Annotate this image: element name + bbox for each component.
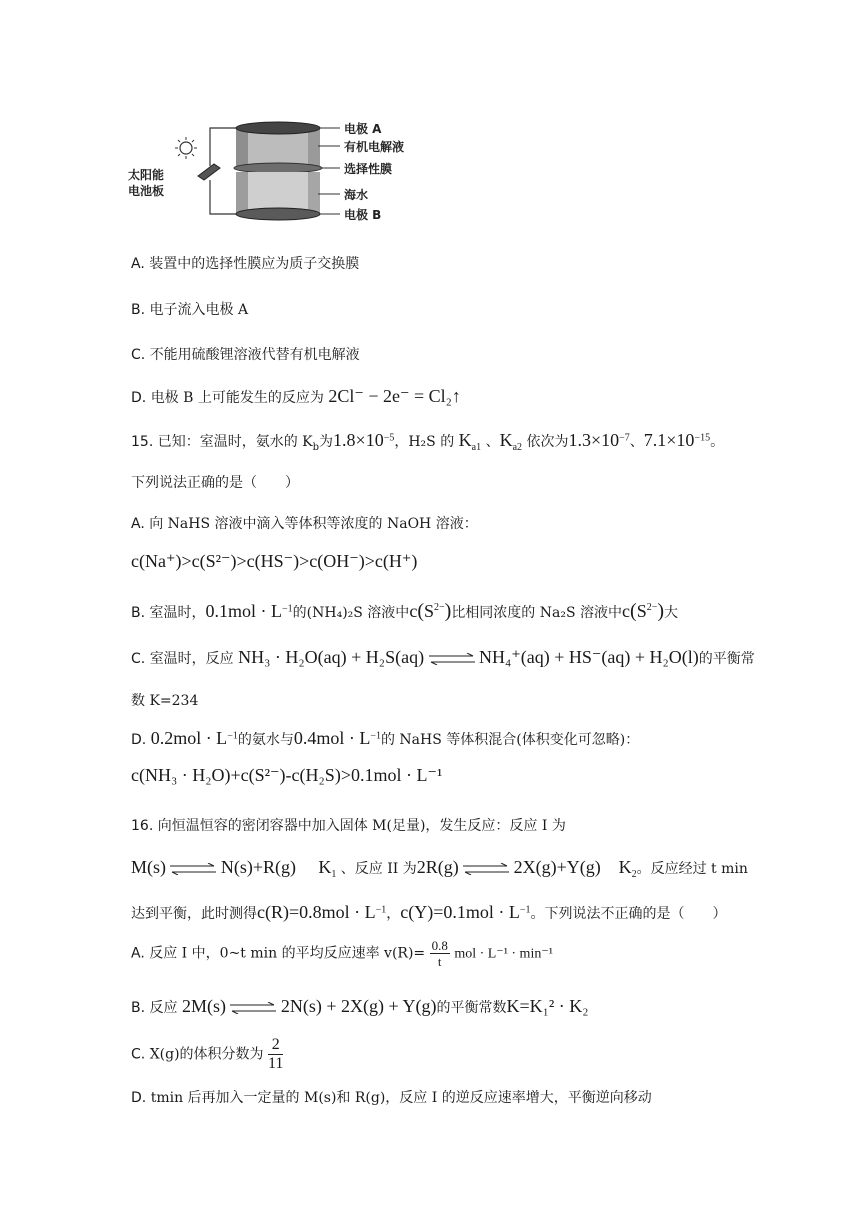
q15-option-c-line2: 数 K=234 (131, 693, 199, 709)
q16-stem-line2: M(s) N(s)+R(g) $K_1$ 、反应 II 为2R(g) 2X(g)+Y(g) $K_2$。反应经过 t min (131, 857, 748, 880)
label-solar-panel-1: 太阳能 (128, 168, 165, 182)
q14-option-d: D. 电极 B 上可能发生的反应为 2Cl⁻ − 2e⁻ = Cl₂↑ (131, 386, 461, 406)
q16-option-d: D. tmin 后再加入一定量的 M(s)和 R(g)，反应 I 的逆反应速率增大，平衡逆向移动 (131, 1090, 652, 1106)
equilibrium-arrow-icon (230, 1002, 276, 1014)
q15-option-a: A. 向 NaHS 溶液中滴入等体积等浓度的 NaOH 溶液： (131, 516, 478, 532)
q16-stem-line1: 16. 向恒温恒容的密闭容器中加入固体 M(足量)，发生反应：反应 I 为 (131, 818, 566, 834)
q14-option-c: C. 不能用硫酸锂溶液代替有机电解液 (131, 347, 360, 363)
device-figure (128, 106, 428, 234)
label-electrode-b: 电极 B (344, 208, 382, 222)
sun-icon (175, 137, 197, 159)
label-seawater: 海水 (344, 188, 369, 202)
q15-option-b: B. 室温时，$0.1mol \cdot L^{-1}$的(NH₄)₂S 溶液中$c(S^{2-})$比相同浓度的 Na₂S 溶液中$c(S^{2-})$大 (131, 600, 679, 622)
fraction: $\frac{0.8}{t}$ (431, 938, 448, 969)
equilibrium-arrow-icon (429, 653, 475, 665)
q16-stem-line3: 达到平衡，此时测得$c(R)=0.8mol \cdot L^{-1}$，$c(Y)=0.1mol \cdot L^{-1}$。下列说法不正确的是（ ） (131, 902, 727, 922)
q16-option-a: A. 反应 I 中，0~t min 的平均反应速率 v(R)= $\frac{0.8}{t}$ mol · L⁻¹ · min⁻¹ (131, 938, 553, 969)
q15-option-c: C. 室温时，反应 NH₃ · H₂O(aq) + H₂S(aq) NH₄⁺(aq) + HS⁻(aq) + H₂O(l)的平衡常 (131, 647, 755, 667)
q15-question: 下列说法正确的是（ ） (131, 475, 299, 491)
label-organic-electrolyte: 有机电解液 (344, 140, 405, 154)
q14-option-b: B. 电子流入电极 A (131, 302, 249, 318)
solar-panel-icon (198, 164, 220, 180)
q15-stem-line1: 15. 已知：室温时，氨水的 $K_b$为$1.8\times 10^{-5}$，H₂S 的 $K_{a1}$ 、$K_{a2}$ 依次为$1.3\times 10^{-7}$、$7.1\times 10^{-15}$。 (131, 430, 725, 453)
fraction: $\frac{2}{11}$ (268, 1036, 284, 1072)
q15-option-d-expression: c(NH₃ · H₂O)+c(S²⁻)-c(H₂S)>0.1mol · L⁻¹ (131, 765, 443, 785)
label-selective-membrane: 选择性膜 (344, 162, 393, 176)
equilibrium-arrow-icon (463, 863, 509, 875)
label-solar-panel-2: 电池板 (128, 184, 165, 198)
q14-option-a: A. 装置中的选择性膜应为质子交换膜 (131, 256, 360, 272)
q16-option-b: B. 反应 2M(s) 2N(s) + 2X(g) + Y(g)的平衡常数K=K₁² · K₂ (131, 996, 589, 1016)
equilibrium-arrow-icon (170, 863, 216, 875)
label-electrode-a: 电极 A (344, 122, 382, 136)
q15-option-a-expression: c(Na⁺)>c(S²⁻)>c(HS⁻)>c(OH⁻)>c(H⁺) (131, 551, 418, 571)
q15-option-d: D. $0.2mol \cdot L^{-1}$的氨水与$0.4mol \cdot L^{-1}$的 NaHS 等体积混合(体积变化可忽略)： (131, 728, 640, 748)
q16-option-c: C. X(g)的体积分数为 $\frac{2}{11}$ (131, 1036, 284, 1072)
